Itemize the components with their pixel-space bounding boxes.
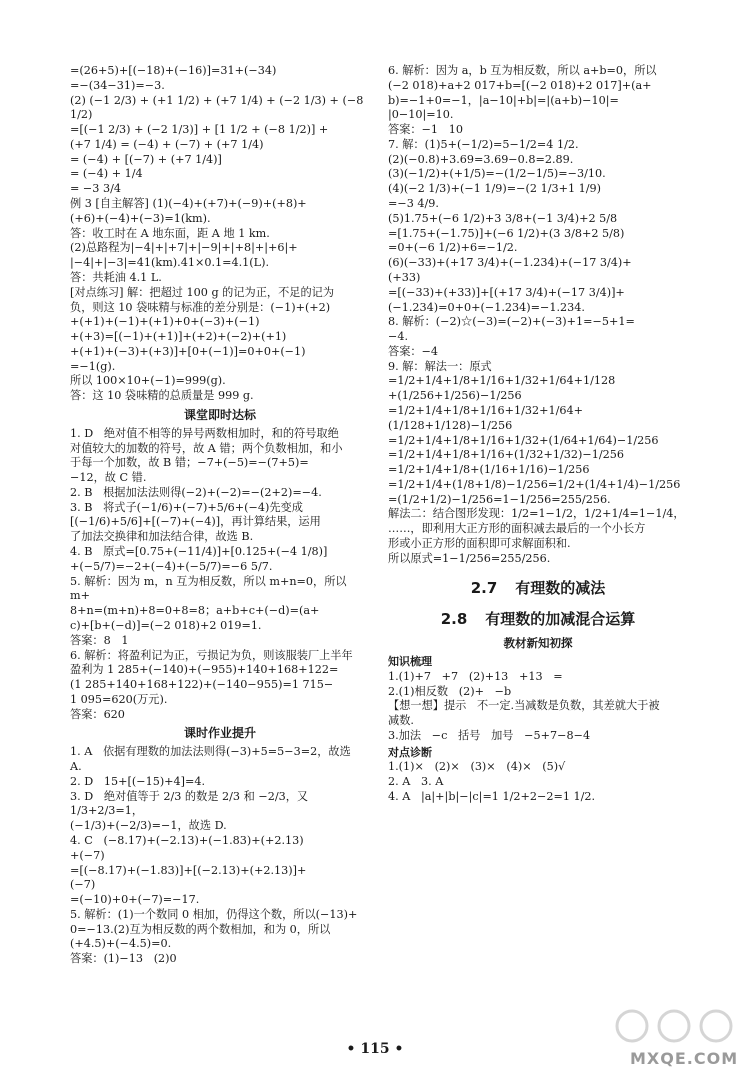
- solution-line: =[(−1 2/3) + (−2 1/3)] + [1 1/2 + (−8 1/2)] +: [70, 123, 329, 137]
- solution-line: =(1/2+1/2)−1/256=1−1/256=255/256.: [388, 492, 611, 506]
- solution-line: (3)(−1/2)+(+1/5)=−(1/2−1/5)=−3/10.: [388, 167, 606, 181]
- answer-line: [(−1/6)+5/6]+[(−7)+(−4)]，再计算结果，运用: [70, 515, 321, 529]
- solution-line: 7. 解：(1)5+(−1/2)=5−1/2=4 1/2.: [388, 137, 579, 151]
- answer-line: (−7): [70, 878, 96, 892]
- solution-line: =[1.75+(−1.75)]+(−6 1/2)+(3 3/8+2 5/8): [388, 226, 625, 240]
- answer-line: 0=−13.(2)互为相反数的两个数相加，和为 0，所以: [70, 922, 331, 936]
- page-number: • 115 •: [346, 1041, 404, 1057]
- solution-line: 答：共耗油 4.1 L.: [70, 270, 162, 284]
- diagnosis-line: 2. A 3. A: [388, 775, 444, 789]
- answer-line: 于每一个加数，故 B 错；−7+(−5)=−(7+5)=: [70, 456, 309, 470]
- solution-line: 答：收工时在 A 地东面，距 A 地 1 km.: [70, 226, 270, 240]
- solution-line: 8. 解析：(−2)☆(−3)=(−2)+(−3)+1=−5+1=: [388, 315, 635, 329]
- knowledge-line: 3.加法 −c 括号 加号 −5+7−8−4: [388, 728, 591, 742]
- solution-line: (2)(−0.8)+3.69=3.69−0.8=2.89.: [388, 152, 574, 166]
- solution-line: 负，则这 10 袋味精与标准的差分别是：(−1)+(+2): [70, 300, 331, 314]
- answer-line: 答案：8 1: [70, 633, 129, 647]
- answer-line: 盈利为 1 285+(−140)+(−955)+140+168+122=: [70, 663, 339, 677]
- solution-line: +(+1)+(−1)+(+1)+0+(−3)+(−1): [70, 315, 260, 329]
- knowledge-line: 2.(1)相反数 (2)+ −b: [388, 684, 512, 698]
- answer-line: 5. 解析：因为 m，n 互为相反数，所以 m+n=0，所以 m+: [70, 574, 351, 603]
- knowledge-line: 1.(1)+7 +7 (2)+13 +13 =: [388, 669, 563, 683]
- solution-line: 6. 解析：因为 a，b 互为相反数，所以 a+b=0，所以: [388, 64, 657, 77]
- diagnosis-line: 1.(1)× (2)× (3)× (4)× (5)√: [388, 760, 566, 774]
- heading-class-practice: 课堂即时达标: [183, 407, 256, 422]
- section-knowledge: 知识梳理: [388, 655, 432, 669]
- answer-line: 答案：620: [70, 707, 125, 721]
- answer-line: 了加法交换律和加法结合律，故选 B.: [70, 530, 254, 544]
- answer-line: =(−10)+0+(−7)=−17.: [70, 893, 200, 907]
- solution-line: 答案：−4: [388, 344, 439, 358]
- solution-line: =−(34−31)=−3.: [70, 78, 165, 92]
- chapter-number: 2.8: [440, 610, 468, 629]
- left-solutions-block: [70, 64, 370, 404]
- answer-line: 8+n=(m+n)+8=0+8=8；a+b+c+(−d)=(a+: [70, 604, 320, 618]
- solution-line: 9. 解：解法一：原式=1/2+1/4+1/8+1/16+1/32+1/64+1/128: [388, 359, 616, 388]
- subheading-new-knowledge: 教材新知初探: [503, 636, 573, 651]
- solution-line: =1/2+1/4+1/8+(1/16+1/16)−1/256: [388, 463, 590, 477]
- answer-line: (1 285+140+168+122)+(−140−955)=1 715−: [70, 678, 334, 692]
- solution-line: |0−10|=10.: [388, 108, 454, 122]
- solution-line: +(+1)+(−3)+(+3)]+[0+(−1)]=0+0+(−1): [70, 344, 306, 358]
- answer-line: (+4.5)+(−4.5)=0.: [70, 937, 172, 951]
- solution-line: =−1(g).: [70, 359, 116, 373]
- solution-line: (2)总路程为|−4|+|+7|+|−9|+|+8|+|+6|+: [70, 241, 298, 255]
- solution-line: =1/2+1/4+1/8+1/16+(1/32+1/32)−1/256: [388, 448, 624, 462]
- answer-line: 2. D 15+[(−15)+4]=4.: [70, 774, 206, 788]
- chapter-title: 有理数的减法: [515, 578, 606, 597]
- right-column: [388, 64, 688, 805]
- solution-line: 解法二：结合图形发现：1/2=1−1/2，1/2+1/4=1−1/4，: [388, 507, 685, 521]
- solution-line: =−3 4/9.: [388, 197, 439, 211]
- answer-line: 3. D 绝对值等于 2/3 的数是 2/3 和 −2/3，又 1/3+2/3=1，: [70, 789, 312, 818]
- solution-line: =[(−33)+(+33)]+[(+17 3/4)+(−17 3/4)]+: [388, 285, 625, 299]
- solution-line: b)=−1+0=−1，|a−10|+b|=|(a+b)−10|=: [388, 93, 619, 107]
- answer-line: 1. A 依据有理数的加法法则得(−3)+5=5−3=2，故选: [70, 745, 351, 759]
- answer-line: 2. B 根据加法法则得(−2)+(−2)=−(2+2)=−4.: [70, 485, 322, 499]
- solution-line: = (−4) + 1/4: [70, 167, 143, 181]
- solution-line: (5)1.75+(−6 1/2)+3 3/8+(−1 3/4)+2 5/8: [388, 211, 618, 225]
- answer-line: 3. B 将式子(−1/6)+(−7)+5/6+(−4)先变成: [70, 500, 303, 514]
- knowledge-block: [388, 670, 688, 744]
- solution-line: (4)(−2 1/3)+(−1 1/9)=−(2 1/3+1 1/9): [388, 182, 601, 196]
- answer-line: (−1/3)+(−2/3)=−1，故选 D.: [70, 819, 227, 833]
- chapter-title: 有理数的加减混合运算: [485, 610, 636, 629]
- solution-line: 形或小正方形的面积即可求解面积和.: [388, 537, 571, 550]
- right-solutions-block: [388, 64, 688, 567]
- solution-line: = −3 3/4: [70, 182, 121, 196]
- chapter-2-7-heading: [388, 579, 688, 599]
- diagnosis-line: 4. A |a|+|b|−|c|=1 1/2+2−2=1 1/2.: [388, 789, 596, 803]
- answer-line: 答案：(1)−13 (2)0: [70, 952, 177, 966]
- answer-line: +(−7): [70, 848, 105, 862]
- answer-line: 1 095=620(万元).: [70, 692, 168, 706]
- knowledge-line: 减数.: [388, 714, 414, 728]
- solution-line: |−4|+|−3|=41(km).41×0.1=4.1(L).: [70, 256, 269, 270]
- answer-line: c)+[b+(−d)]=(−2 018)+2 019=1.: [70, 618, 262, 632]
- left-column: [70, 64, 370, 967]
- solution-line: 答案：−1 10: [388, 123, 463, 137]
- solution-line: 答：这 10 袋味精的总质量是 999 g.: [70, 389, 254, 403]
- solution-line: (+7 1/4) = (−4) + (−7) + (+7 1/4): [70, 137, 264, 151]
- answer-line: 1. D 绝对值不相等的异号两数相加时，和的符号取绝: [70, 426, 339, 440]
- answer-line: 5. 解析：(1)一个数同 0 相加，仍得这个数，所以(−13)+: [70, 907, 358, 921]
- answer-line: A.: [70, 760, 82, 774]
- solution-line: (+33): [388, 270, 421, 284]
- diagnosis-block: [388, 760, 688, 804]
- chapter-number: 2.7: [470, 578, 498, 597]
- solution-line: 所以原式=1−1/256=255/256.: [388, 551, 551, 565]
- watermark-text: MXQE.COM: [630, 1049, 739, 1068]
- answer-line: +(−5/7)=−2+(−4)+(−5/7)=−6 5/7.: [70, 559, 273, 573]
- heading-homework: 课时作业提升: [183, 726, 256, 741]
- solution-line: ……，即利用大正方形的面积减去最后的一个小长方: [388, 522, 646, 536]
- section-diagnosis: 对点诊断: [388, 745, 432, 759]
- solution-line: = (−4) + [(−7) + (+7 1/4)]: [70, 152, 222, 166]
- chapter-2-8-heading: [388, 610, 688, 630]
- solution-line: +(+3)=[(−1)+(+1)]+(+2)+(−2)+(+1): [70, 330, 287, 344]
- answer-line: 4. C (−8.17)+(−2.13)+(−1.83)+(+2.13): [70, 833, 304, 847]
- solution-line: =1/2+1/4+1/8+1/16+1/32+(1/64+1/64)−1/256: [388, 433, 659, 447]
- solution-line: =(26+5)+[(−18)+(−16)]=31+(−34): [70, 64, 277, 77]
- solution-line: (−1.234)=0+0+(−1.234)=−1.234.: [388, 300, 585, 314]
- solution-line: [对点练习] 解：把超过 100 g 的记为正，不足的记为: [70, 285, 335, 299]
- answer-line: 对值较大的加数的符号，故 A 错；两个负数相加，和小: [70, 441, 343, 455]
- solution-line: =0+(−6 1/2)+6=−1/2.: [388, 241, 518, 255]
- answer-line: =[(−8.17)+(−1.83)]+[(−2.13)+(+2.13)]+: [70, 863, 307, 877]
- solution-line: =1/2+1/4+1/8+1/16+1/32+1/64+(1/128+1/128)−1/256: [388, 403, 584, 432]
- solution-line: (6)(−33)+(+17 3/4)+(−1.234)+(−17 3/4)+: [388, 256, 632, 270]
- answer-line: 4. B 原式=[0.75+(−11/4)]+[0.125+(−4 1/8)]: [70, 545, 328, 559]
- knowledge-line: 【想一想】提示 不一定.当减数是负数，其差就大于被: [388, 699, 660, 713]
- homework-block: [70, 745, 370, 967]
- solution-line: 例 3 [自主解答] (1)(−4)+(+7)+(−9)+(+8)+: [70, 197, 307, 211]
- solution-line: (+6)+(−4)+(−3)=1(km).: [70, 211, 211, 225]
- answer-line: −12，故 C 错.: [70, 471, 147, 485]
- solution-line: =1/2+1/4+(1/8+1/8)−1/256=1/2+(1/4+1/4)−1/256: [388, 477, 681, 491]
- class-practice-block: [70, 427, 370, 723]
- solution-line: −4.: [388, 330, 409, 344]
- solution-line: 所以 100×10+(−1)=999(g).: [70, 374, 226, 388]
- page-number-value: 115: [360, 1041, 390, 1057]
- answer-line: 6. 解析：将盈利记为正，亏损记为负，则该服装厂上半年: [70, 648, 353, 662]
- solution-line: (−2 018)+a+2 017+b=[(−2 018)+2 017]+(a+: [388, 78, 652, 92]
- solution-line: +(1/256+1/256)−1/256: [388, 389, 522, 403]
- solution-line: (2) (−1 2/3) + (+1 1/2) + (+7 1/4) + (−2 1/3) + (−8 1/2): [70, 93, 367, 122]
